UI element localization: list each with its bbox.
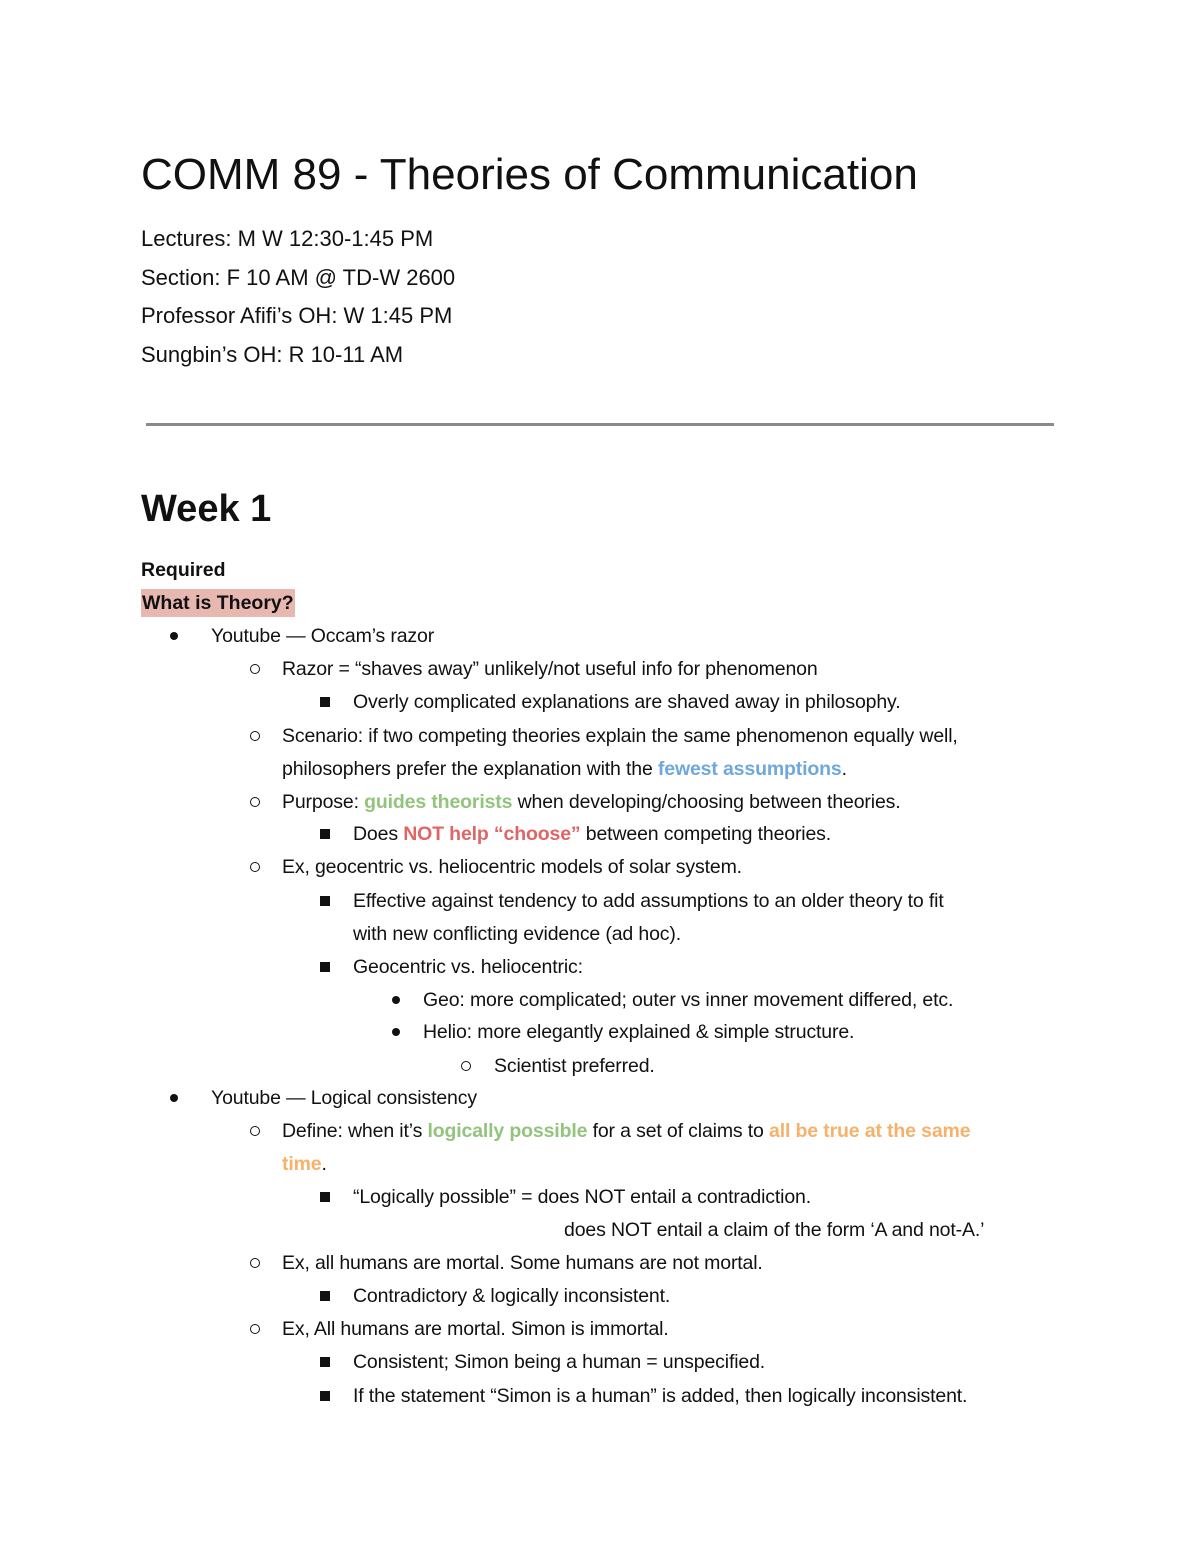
note-text bbox=[282, 1149, 327, 1179]
bullet-disc-icon bbox=[386, 985, 406, 1015]
bullet-square-icon bbox=[315, 1281, 335, 1311]
bullet-square-icon bbox=[315, 1182, 335, 1212]
note-text-segment: . bbox=[841, 758, 847, 780]
note-text: Ex, geocentric vs. heliocentric models of solar system. bbox=[282, 856, 742, 878]
note-text: does NOT entail a claim of the form ‘A and not-A.’ bbox=[564, 1219, 985, 1241]
note-text: “Logically possible” = does NOT entail a contradiction. bbox=[353, 1186, 812, 1208]
course-info-section: Section: F 10 AM @ TD-W 2600 bbox=[141, 264, 456, 290]
note-text-segment: between competing theories. bbox=[580, 823, 832, 845]
bullet-square-icon bbox=[315, 687, 335, 717]
note-text-segment: Define: when it’s bbox=[282, 1120, 428, 1142]
topic-highlight-label: What is Theory? bbox=[141, 589, 295, 617]
note-text-segment: . bbox=[321, 1153, 327, 1175]
course-info-lectures: Lectures: M W 12:30-1:45 PM bbox=[141, 226, 434, 251]
bullet-circle-icon bbox=[245, 1116, 265, 1146]
note-text: Contradictory & logically inconsistent. bbox=[353, 1285, 671, 1307]
highlight-red-text: NOT help “choose” bbox=[403, 823, 581, 845]
note-text: Effective against tendency to add assumptions to an older theory to fit bbox=[353, 890, 944, 912]
note-text bbox=[353, 819, 831, 849]
bullet-disc-icon bbox=[386, 1017, 406, 1047]
bullet-circle-icon bbox=[245, 787, 265, 817]
note-text-segment: Does bbox=[353, 823, 404, 845]
week-heading: Week 1 bbox=[141, 488, 272, 530]
page-title: COMM 89 - Theories of Communication bbox=[141, 150, 918, 199]
note-text: Razor = “shaves away” unlikely/not useful info for phenomenon bbox=[282, 658, 818, 680]
note-text-segment: Purpose: bbox=[282, 791, 365, 813]
highlight-orange-text: time bbox=[282, 1153, 322, 1175]
note-text: Youtube — Logical consistency bbox=[211, 1087, 477, 1109]
note-text: Overly complicated explanations are shaved away in philosophy. bbox=[353, 691, 901, 713]
note-text: Geocentric vs. heliocentric: bbox=[353, 956, 583, 978]
bullet-circle-icon bbox=[456, 1051, 476, 1081]
note-text: Consistent; Simon being a human = unspecified. bbox=[353, 1351, 766, 1373]
note-text: Scientist preferred. bbox=[494, 1055, 655, 1077]
bullet-square-icon bbox=[315, 1381, 335, 1411]
note-text: with new conflicting evidence (ad hoc). bbox=[353, 923, 681, 945]
required-label: Required bbox=[141, 559, 226, 581]
highlight-green-text: guides theorists bbox=[364, 791, 513, 813]
bullet-disc-icon bbox=[164, 1083, 184, 1113]
highlight-orange-text: all be true at the same bbox=[769, 1120, 971, 1142]
bullet-square-icon bbox=[315, 952, 335, 982]
horizontal-divider bbox=[146, 423, 1054, 426]
note-text: Ex, All humans are mortal. Simon is immortal. bbox=[282, 1318, 669, 1340]
bullet-circle-icon bbox=[245, 654, 265, 684]
course-info-professor-oh: Professor Afifi’s OH: W 1:45 PM bbox=[141, 303, 453, 328]
note-text-segment: philosophers prefer the explanation with the bbox=[282, 758, 658, 780]
bullet-square-icon bbox=[315, 886, 335, 916]
note-text: Scenario: if two competing theories explain the same phenomenon equally well, bbox=[282, 725, 958, 747]
course-info-ta-oh: Sungbin’s OH: R 10-11 AM bbox=[141, 341, 404, 367]
bullet-circle-icon bbox=[245, 852, 265, 882]
bullet-circle-icon bbox=[245, 721, 265, 751]
note-text-segment: when developing/choosing between theories. bbox=[512, 791, 901, 813]
highlight-green-text: logically possible bbox=[427, 1120, 588, 1142]
highlight-blue-text: fewest assumptions bbox=[657, 758, 842, 780]
note-text: If the statement “Simon is a human” is added, then logically inconsistent. bbox=[353, 1385, 968, 1407]
note-text bbox=[282, 1116, 970, 1146]
course-info-list bbox=[141, 220, 455, 374]
note-text-segment: for a set of claims to bbox=[587, 1120, 770, 1142]
bullet-square-icon bbox=[315, 819, 335, 849]
note-text: Youtube — Occam’s razor bbox=[211, 625, 435, 647]
note-text: Ex, all humans are mortal. Some humans are not mortal. bbox=[282, 1252, 763, 1274]
bullet-disc-icon bbox=[164, 621, 184, 651]
bullet-circle-icon bbox=[245, 1314, 265, 1344]
note-text: Helio: more elegantly explained & simple structure. bbox=[423, 1021, 855, 1043]
bullet-circle-icon bbox=[245, 1248, 265, 1278]
note-text bbox=[282, 787, 901, 817]
note-text: Geo: more complicated; outer vs inner movement differed, etc. bbox=[423, 989, 954, 1011]
note-text bbox=[282, 754, 847, 784]
bullet-square-icon bbox=[315, 1347, 335, 1377]
